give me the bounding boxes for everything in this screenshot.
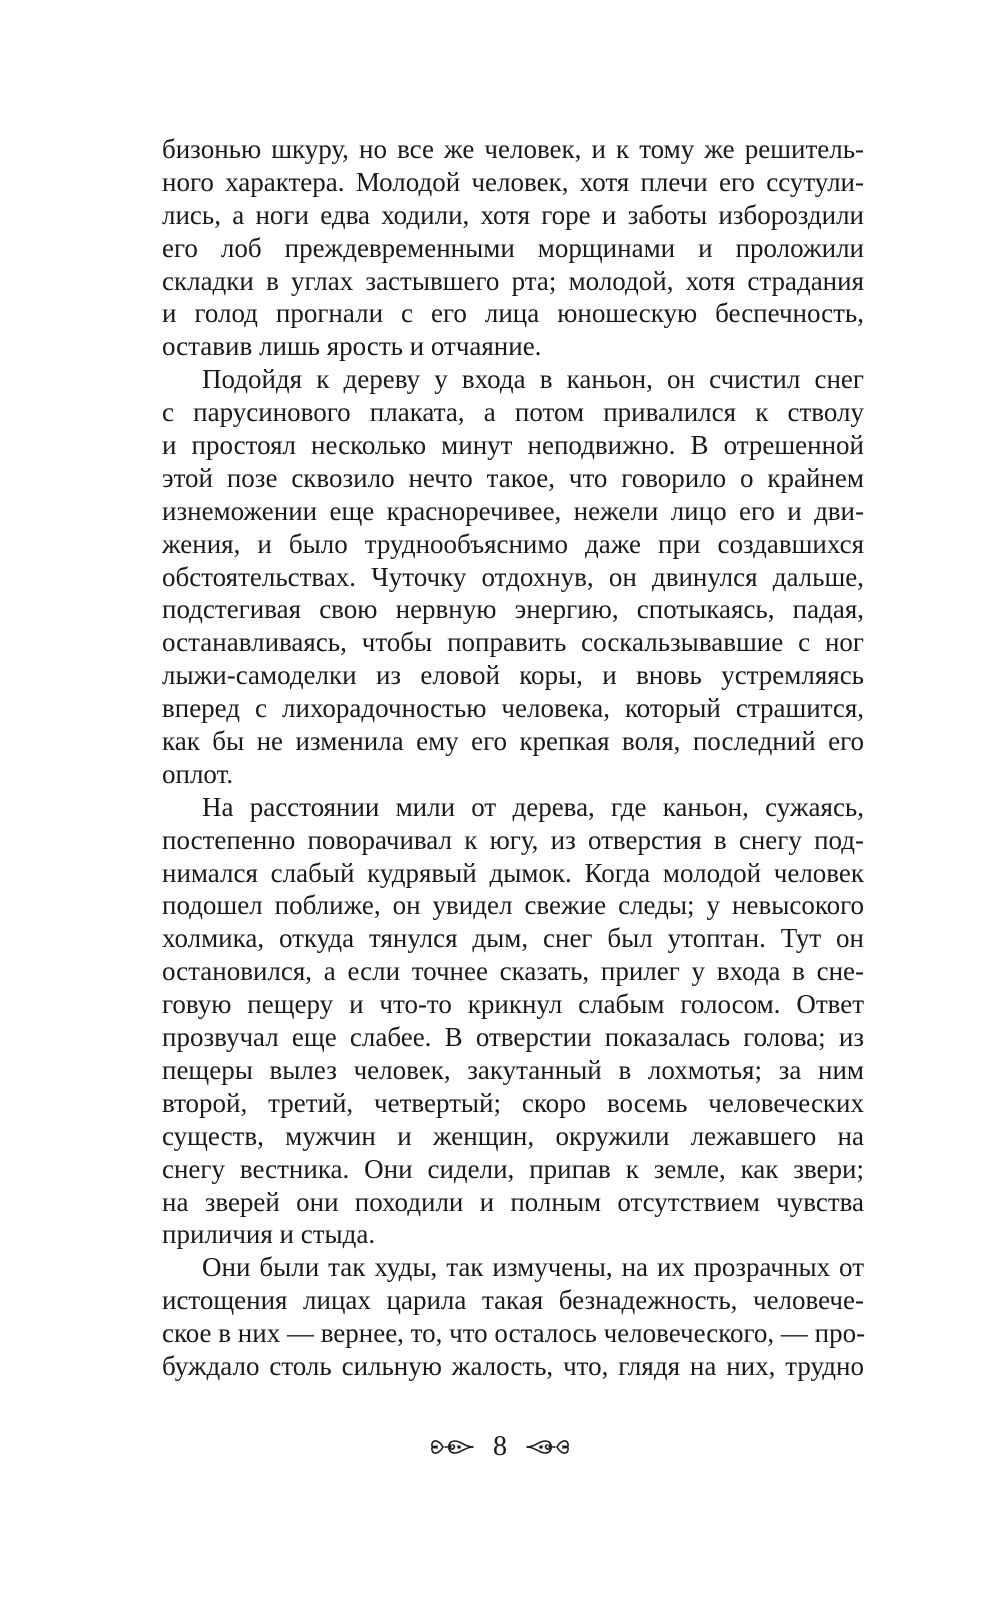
text-line: пещеры вылез человек, закутанный в лохмотья; за ним [162, 1054, 864, 1085]
text-line: приличия и стыда. [162, 1219, 376, 1250]
text-line: Они были так худы, так измучены, на их прозрачных от [202, 1252, 864, 1283]
text-line: на зверей они походили и полным отсутствием чувства [162, 1186, 864, 1217]
text-line: оплот. [162, 758, 234, 789]
ornament-right-icon [525, 1432, 571, 1462]
text-line: подстегивая свою нервную энергию, спотыкаясь, падая, [162, 594, 864, 625]
text-line: остановился, а если точнее сказать, прилег у входа в сне- [162, 956, 864, 987]
text-line: говую пещеру и что-то крикнул слабым голосом. Ответ [162, 989, 864, 1020]
text-line: нимался слабый кудрявый дымок. Когда молодой человек [162, 857, 864, 888]
text-line: снегу вестника. Они сидели, припав к земле, как звери; [162, 1153, 864, 1184]
text-line: холмика, откуда тянулся дым, снег был утоптан. Тут он [162, 923, 864, 954]
text-line: На расстоянии мили от дерева, где каньон, сужаясь, [202, 791, 864, 822]
text-line: Подойдя к дереву у входа в каньон, он счистил снег [202, 364, 864, 395]
text-line: лыжи-самоделки из еловой коры, и вновь устремляясь [162, 660, 864, 691]
text-line: и простоял несколько минут неподвижно. В отрешенной [162, 430, 864, 461]
text-line: как бы не изменила ему его крепкая воля, последний его [162, 726, 864, 757]
text-line: прозвучал еще слабее. В отверстии показалась голова; из [162, 1022, 864, 1053]
text-line: второй, третий, четвертый; скоро восемь человеческих [162, 1087, 864, 1118]
text-line: вперед с лихорадочностью человека, который страшится, [162, 693, 864, 724]
text-line: и голод прогнали с его лица юношескую беспечность, [162, 298, 864, 329]
body-text [162, 133, 864, 1383]
text-line: этой позе сквозило нечто такое, что говорило о крайнем [162, 462, 864, 493]
text-line: останавливаясь, чтобы поправить соскальзывавшие с ног [162, 627, 864, 658]
text-line: постепенно поворачивал к югу, из отверстия в снегу под- [162, 824, 864, 855]
ornament-left-icon [429, 1432, 475, 1462]
page-footer [0, 1425, 1000, 1469]
text-line: его лоб преждевременными морщинами и проложили [162, 232, 864, 263]
text-line: бизонью шкуру, но все же человек, и к тому же решитель- [162, 134, 864, 164]
text-line: ного характера. Молодой человек, хотя плечи его ссутули- [162, 166, 864, 197]
text-line: оставив лишь ярость и отчаяние. [162, 331, 542, 362]
text-line: истощения лицах царила такая безнадежность, человече- [162, 1285, 864, 1316]
text-line: обстоятельствах. Чуточку отдохнув, он двинулся дальше, [162, 561, 864, 592]
page-number: 8 [493, 1431, 507, 1462]
text-line: с парусинового плаката, а потом привалился к стволу [162, 397, 864, 428]
text-line: изнеможении еще красноречивее, нежели лицо его и дви- [162, 495, 864, 526]
text-line: складки в углах застывшего рта; молодой, хотя страдания [162, 265, 864, 296]
text-line: жения, и было труднообъяснимо даже при создавшихся [162, 528, 864, 559]
text-line: ское в них — вернее, то, что осталось человеческого, — про- [162, 1318, 866, 1349]
text-line: подошел поближе, он увидел свежие следы; у невысокого [162, 890, 864, 921]
text-line: лись, а ноги едва ходили, хотя горе и заботы избороздили [162, 199, 864, 230]
text-line: существ, мужчин и женщин, окружили лежавшего на [162, 1120, 864, 1151]
text-line: буждало столь сильную жалость, что, глядя на них, трудно [162, 1350, 864, 1381]
